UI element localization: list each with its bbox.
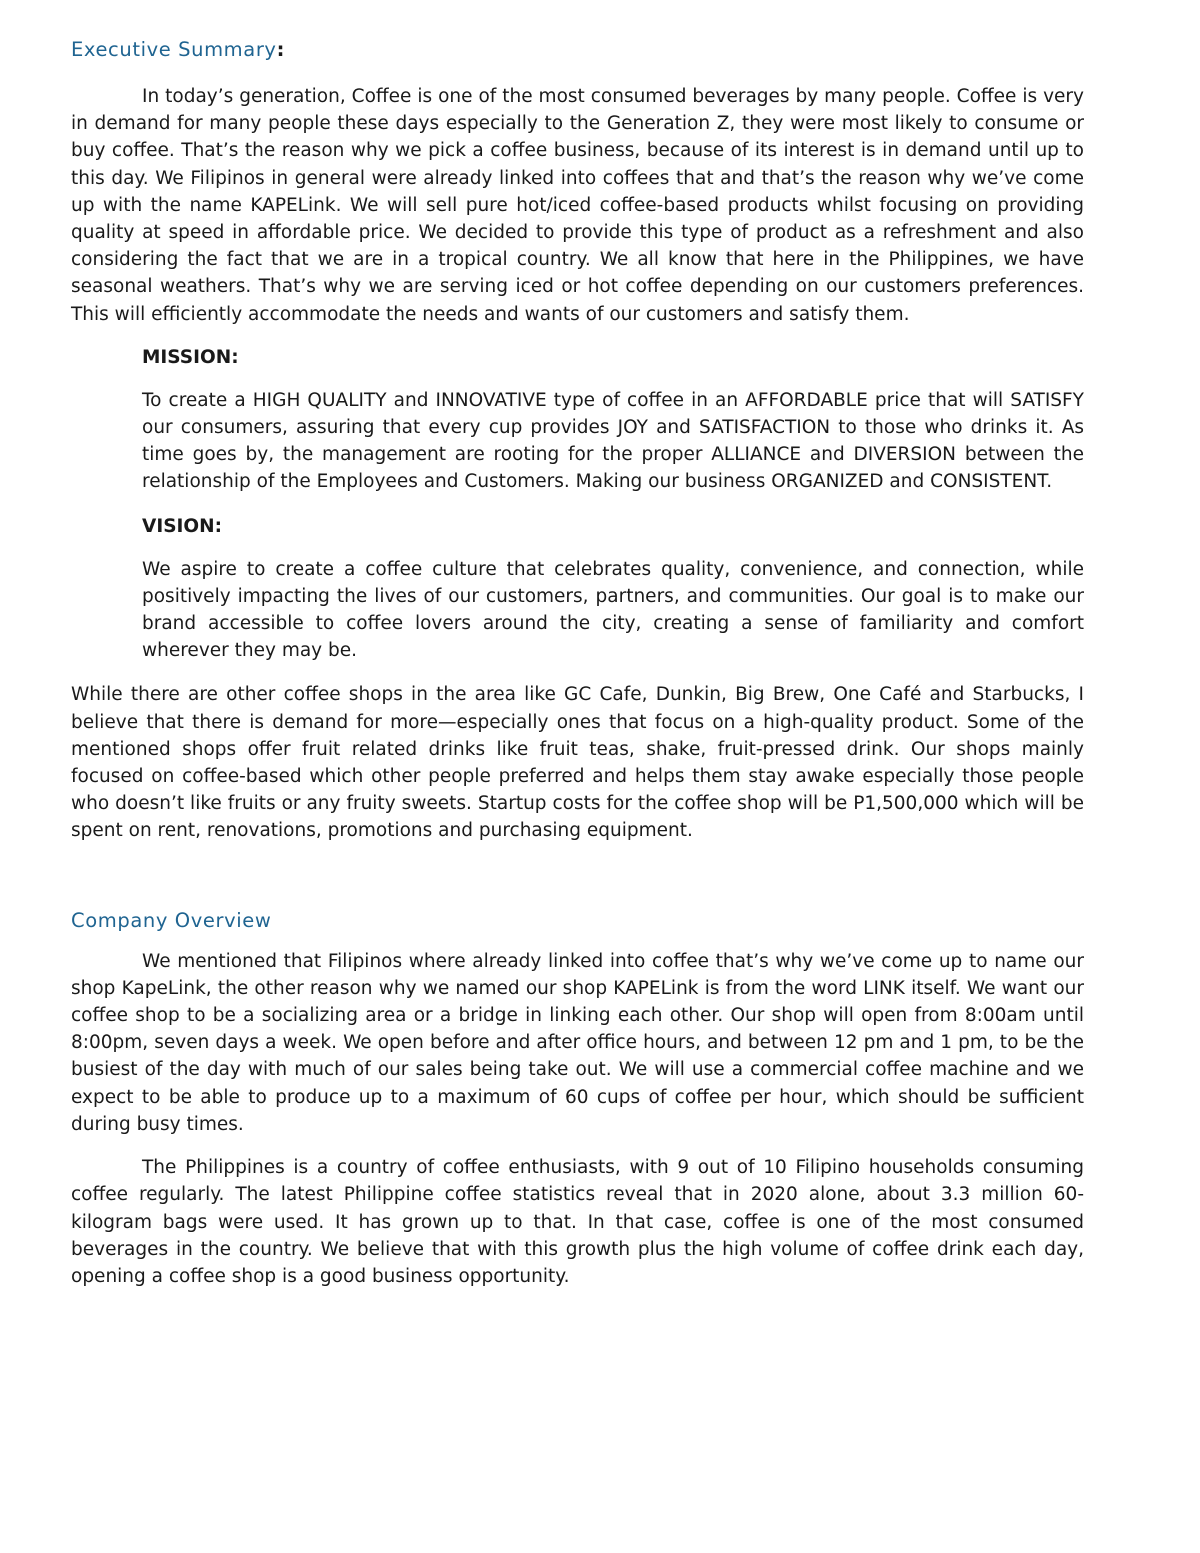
document-page xyxy=(71,38,1084,1290)
competition-paragraph: While there are other coffee shops in the area like GC Cafe, Dunkin, Big Brew, One Café and Starbucks, I believe that there is demand for more—especially ones that focus on a high-quality product. Some of the mentioned shops offer fruit related drinks like fruit teas, shake, fruit-pressed drink. Our shops mainly focused on coffee-based which other people preferred and helps them stay awake especially those people who doesn’t like fruits or any fruity sweets. Startup costs for the coffee shop will be P1,500,000 which will be spent on rent, renovations, promotions and purchasing equipment. xyxy=(71,684,1084,842)
company-overview-paragraph-1: We mentioned that Filipinos where already linked into coffee that’s why we’ve come up to name our shop KapeLink, the other reason why we named our shop KAPELink is from the word LINK itself. We want our coffee shop to be a socializing area or a bridge in linking each other. Our shop will open from 8:00am until 8:00pm, seven days a week. We open before and after office hours, and between 12 pm and 1 pm, to be the busiest of the day with much of our sales being take out. We will use a commercial coffee machine and we expect to be able to produce up to a maximum of 60 cups of coffee per hour, which should be sufficient during busy times. xyxy=(71,950,1084,1135)
vision-label: VISION: xyxy=(142,515,223,537)
company-overview-heading: Company Overview xyxy=(71,908,272,932)
company-overview-paragraph-2: The Philippines is a country of coffee enthusiasts, with 9 out of 10 Filipino households consuming coffee regularly. The latest Philippine coffee statistics reveal that in 2020 alone, about 3.3 million 60-kilogram bags were used. It has grown up to that. In that case, coffee is one of the most consumed beverages in the country. We believe that with this growth plus the high volume of coffee drink each day, opening a coffee shop is a good business opportunity. xyxy=(71,1157,1084,1287)
heading-colon: : xyxy=(276,38,285,61)
executive-summary-intro: In today’s generation, Coffee is one of the most consumed beverages by many people. Coffee is very in demand for many people these days especially to the Generation Z, they were most likely to consume or buy coffee. That’s the reason why we pick a coffee business, because of its interest is in demand until up to this day. We Filipinos in general were already linked into coffees that and that’s the reason why we’ve come up with the name KAPELink. We will sell pure hot/iced coffee-based products whilst focusing on providing quality at speed in affordable price. We decided to provide this type of product as a refreshment and also considering the fact that we are in a tropical country. We all know that here in the Philippines, we have seasonal weathers. That’s why we are serving iced or hot coffee depending on our customers preferences. This will efficiently accommodate the needs and wants of our customers and satisfy them. xyxy=(71,86,1084,325)
mission-text: To create a HIGH QUALITY and INNOVATIVE type of coffee in an AFFORDABLE price that will SATISFY our consumers, assuring that every cup provides JOY and SATISFACTION to those who drinks it. As time goes by, the management are rooting for the proper ALLIANCE and DIVERSION between the relationship of the Employees and Customers. Making our business ORGANIZED and CONSISTENT. xyxy=(142,389,1084,493)
vision-text: We aspire to create a coffee culture that celebrates quality, convenience, and connection, while positively impacting the lives of our customers, partners, and communities. Our goal is to make our brand accessible to coffee lovers around the city, creating a sense of familiarity and comfort wherever they may be. xyxy=(142,558,1084,662)
executive-summary-heading xyxy=(71,38,1084,61)
executive-summary-heading-text: Executive Summary xyxy=(71,38,277,61)
mission-label: MISSION: xyxy=(142,346,239,368)
